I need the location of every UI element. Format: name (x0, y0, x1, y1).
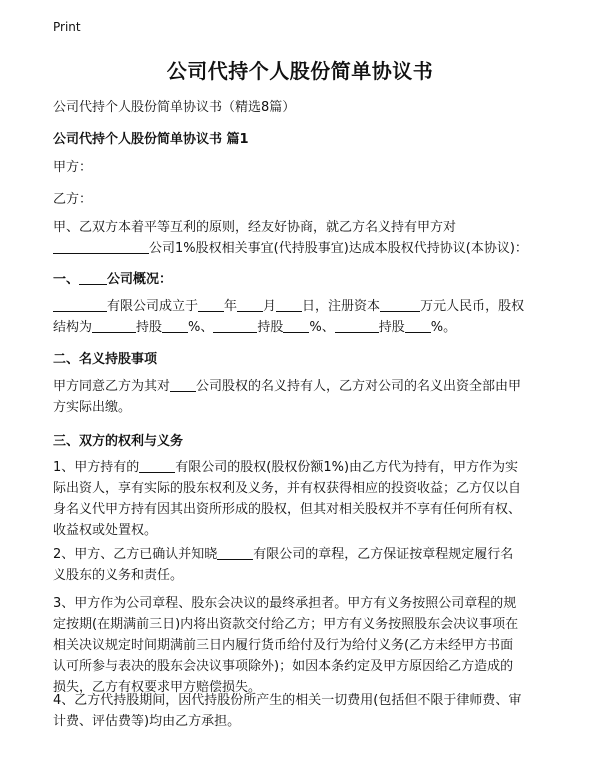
blank-percent-3 (405, 318, 431, 333)
clause-3-line-2: 定按期(在期满前三日)内将出资款交付给乙方；甲方有义务按照股东会决议事项在 (53, 617, 519, 632)
heading1-suffix: 公司概况： (107, 272, 173, 287)
overview-text: %、 (188, 320, 214, 335)
overview-text: 月 (263, 299, 277, 314)
clause-1 (53, 457, 553, 541)
clause-text: 1、甲方持有的 (53, 460, 140, 475)
document-subtitle: 公司代持个人股份简单协议书（精选8篇） (53, 100, 296, 115)
blank-holder-3 (335, 318, 379, 333)
overview-text: 万元人民币，股权 (420, 299, 525, 314)
clause-3-line-3: 相关决议规定时间期满前三日内履行货币给付及行为给付义务(乙方未经甲方书面 (53, 638, 514, 653)
intro-line-2 (53, 238, 553, 259)
clause-1-line-2: 际出资人，享有实际的股东权利及义务，并有权获得相应的投资收益；乙方仅以自 (53, 481, 522, 496)
clause-text: 有限公司的股权(股权份额1%)由乙方代为持有，甲方作为实 (175, 460, 519, 475)
overview-text: 日，注册资本 (302, 299, 381, 314)
overview-text: 持股 (257, 320, 284, 335)
blank-company (53, 239, 149, 254)
intro-line-1: 甲、乙双方本着平等互利的原则，经友好协商，就乙方名义持有甲方对 (53, 220, 457, 235)
blank-capital (380, 297, 420, 312)
overview-text: 持股 (136, 320, 163, 335)
heading-rights-obligations: 三、双方的权利与义务 (53, 434, 184, 449)
blank-holder-2 (213, 318, 257, 333)
clause-4-line-1: 4、乙方代持股期间，因代持股份所产生的相关一切费用(包括但不限于律师费、审 (53, 693, 522, 708)
overview-text: %、 (309, 320, 335, 335)
blank-company-name (53, 297, 107, 312)
heading-company-overview (53, 268, 172, 287)
blank-year (198, 297, 224, 312)
heading-nominal-holding: 二、名义持股事项 (53, 352, 158, 367)
party-b-label: 乙方： (53, 192, 93, 207)
blank-holder-1 (92, 318, 136, 333)
nominal-line-2: 方实际出缴。 (53, 400, 132, 415)
blank-clause-2-company (217, 545, 253, 560)
blank-day (276, 297, 302, 312)
clause-2 (53, 544, 553, 586)
clause-1-line-3: 身名义代甲方持有因其出资所形成的股权，但其对相关股权并不享有任何所有权、 (53, 502, 522, 517)
blank-month (237, 297, 263, 312)
clause-3-line-4: 认可所参与表决的股东会决议事项除外)；如因本条约定及甲方原因给乙方造成的 (53, 659, 514, 674)
intro-paragraph (53, 217, 553, 259)
overview-line-2 (53, 317, 553, 338)
print-link[interactable]: Print (53, 20, 81, 34)
nominal-text: 公司股权的名义持有人，乙方对公司的名义出资全部由甲 (196, 379, 522, 394)
clause-3 (53, 593, 553, 698)
clause-text: 2、甲方、乙方已确认并知晓 (53, 547, 218, 562)
overview-text: 持股 (378, 320, 405, 335)
blank-percent-1 (162, 318, 188, 333)
section-title: 公司代持个人股份简单协议书 篇1 (53, 132, 249, 147)
heading1-prefix: 一、 (53, 272, 80, 287)
document-title: 公司代持个人股份简单协议书 (166, 59, 434, 83)
clause-1-line-4: 收益权或处置权。 (53, 523, 158, 538)
overview-text: %。 (430, 320, 457, 335)
nominal-text: 甲方同意乙方为其对 (53, 379, 171, 394)
clause-text: 有限公司的章程，乙方保证按章程规定履行名 (253, 547, 514, 562)
overview-text: 有限公司成立于 (107, 299, 199, 314)
clause-3-line-5: 损失，乙方有权要求甲方赔偿损失。 (53, 680, 262, 695)
blank-heading1 (79, 270, 107, 285)
nominal-paragraph (53, 376, 553, 418)
clause-2-line-1 (53, 544, 553, 565)
overview-text: 年 (224, 299, 238, 314)
blank-clause-1-company (139, 458, 175, 473)
clause-4 (53, 690, 553, 732)
party-a-label: 甲方： (53, 160, 93, 175)
clause-1-line-1 (53, 457, 553, 478)
clause-3-line-1: 3、甲方作为公司章程、股东会决议的最终承担者。甲方有义务按照公司章程的规 (53, 596, 517, 611)
blank-nominal-company (170, 377, 196, 392)
clause-2-line-2: 义股东的义务和责任。 (53, 568, 184, 583)
blank-percent-2 (283, 318, 309, 333)
intro-line-2-text: 公司1%股权相关事宜(代持股事宜)达成本股权代持协议(本协议)： (149, 241, 528, 256)
overview-paragraph (53, 296, 553, 338)
clause-4-line-2: 计费、评估费等)均由乙方承担。 (53, 714, 241, 729)
overview-line-1 (53, 296, 553, 317)
overview-text: 结构为 (53, 320, 93, 335)
nominal-line-1 (53, 376, 553, 397)
